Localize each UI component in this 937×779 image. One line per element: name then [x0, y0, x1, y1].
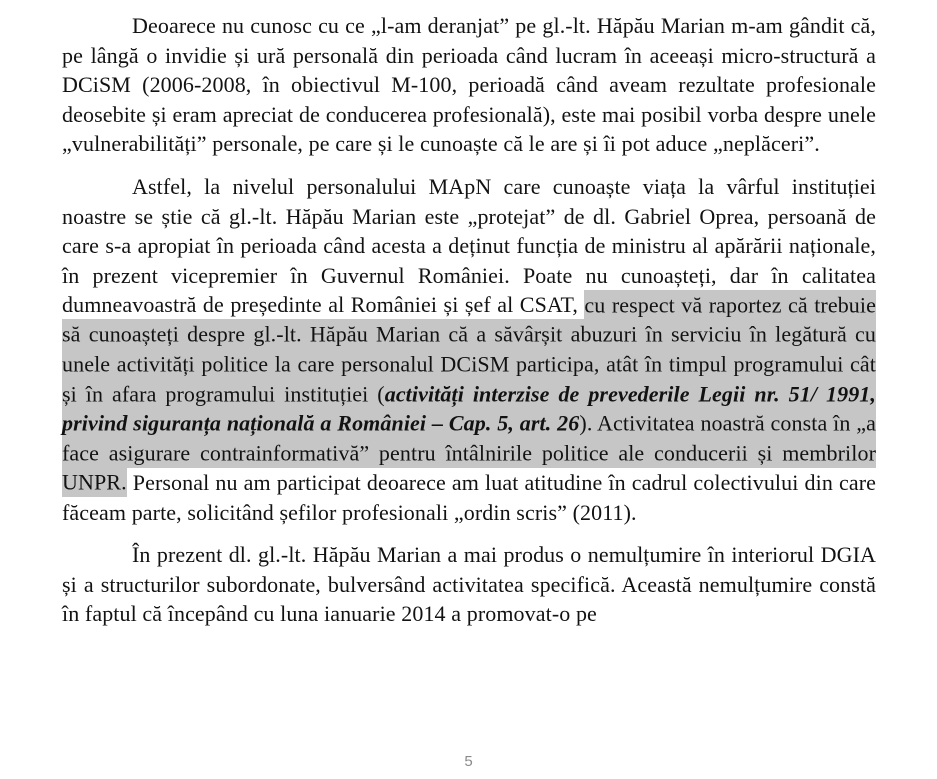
page-footer — [0, 753, 937, 771]
text-run: Personal nu am participat deoarece am luat atitudine în cadrul colectivului din care făceam parte, solicitând șefilor profesionali „ordin scris” (2011). — [62, 469, 876, 525]
highlighted-text-run: ). Activitatea noastră consta în „a face asigurare contrainformativă” pentru întâlnirile politice ale conducerii și membrilor UNPR. — [62, 408, 876, 497]
law-reference-bold-italic-run: activități interzise de prevederile Legii nr. 51/ 1991, privind siguranța națională a României – Cap. 5, art. 26 — [62, 379, 876, 439]
page-number: 5 — [464, 753, 473, 770]
paragraph-1 — [62, 11, 876, 159]
paragraph-3 — [62, 540, 876, 629]
highlighted-text-run: cu respect vă raportez că trebuie să cunoașteți despre gl.-lt. Hăpău Marian că a săvârșit abuzuri în serviciu în legătură cu unele activități politice la care personalul DCiSM participa, atât în timpul programului cât și în afara programului instituției ( — [62, 290, 876, 409]
text-run: Astfel, la nivelul personalului MApN care cunoaște viața la vârful instituției noastre se știe că gl.-lt. Hăpău Marian este „protejat” de dl. Gabriel Oprea, persoană de care s-a apropiat în perioada când acesta a deținut funcția de ministru al apărării naționale, în prezent vicepremier în Guvernul României. Poate nu cunoașteți, dar în calitatea dumneavoastră de președinte al României și șef al CSAT, — [62, 173, 876, 318]
text-run: În prezent dl. gl.-lt. Hăpău Marian a mai produs o nemulțumire în interiorul DGIA și a structurilor subordonate, bulversând activitatea specifică. Această nemulțumire constă în faptul că începând cu luna ianuarie 2014 a promovat-o pe — [62, 542, 876, 627]
text-run: Deoarece nu cunosc cu ce „l-am deranjat” pe gl.-lt. Hăpău Marian m-am gândit că, pe lângă o invidie și ură personală din perioada când lucram în aceeași micro-structură a DCiSM (2006-2008, în obiectivul M-100, perioadă când aveam rezultate profesionale deosebite și eram apreciat de conducerea profesională), este mai posibil vorba despre unele „vulnerabilități” personale, pe care și le cunoaște că le are și îi pot aduce „neplăceri”. — [62, 13, 876, 157]
paragraph-2 — [62, 172, 876, 527]
